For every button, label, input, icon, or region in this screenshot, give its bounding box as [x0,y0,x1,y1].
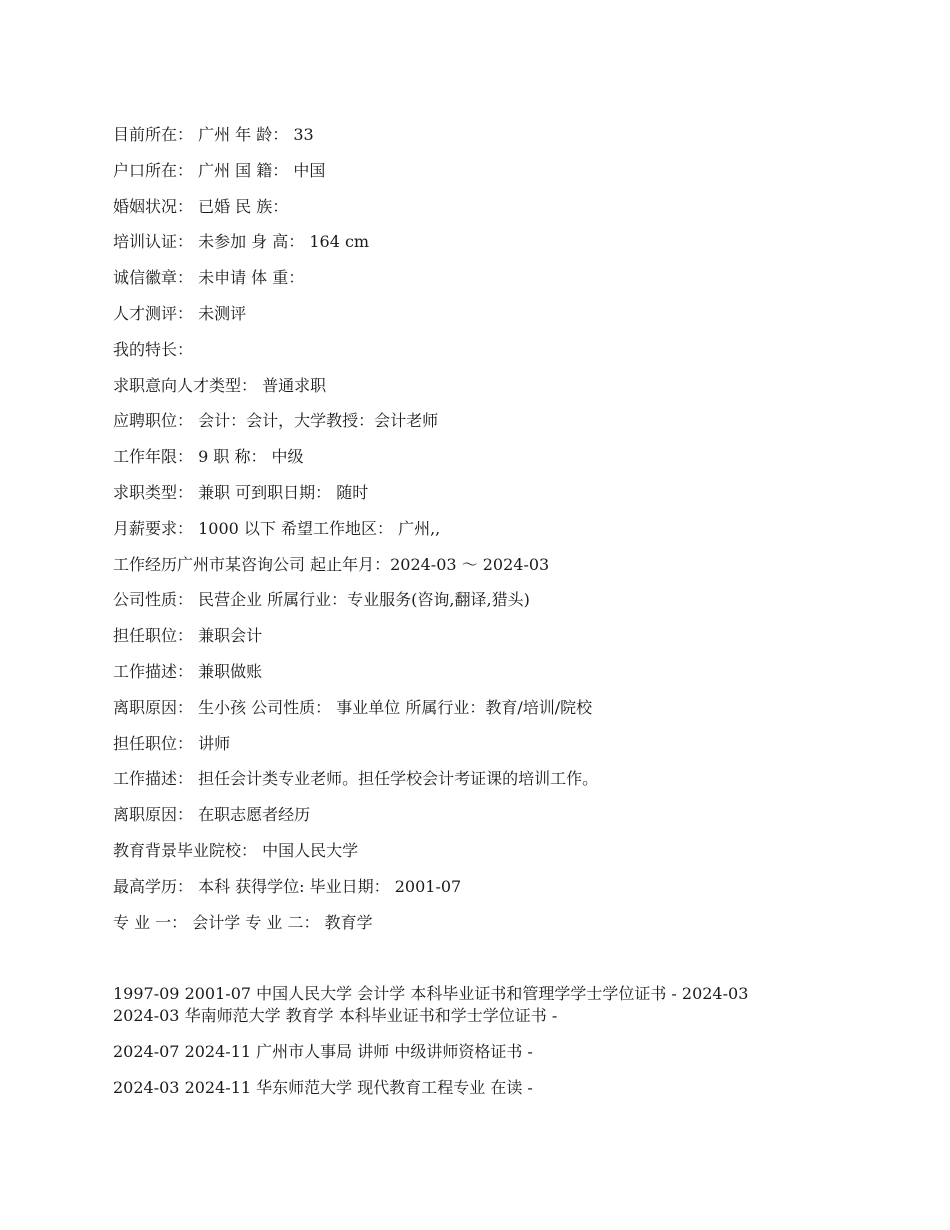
education-record: 2024-07 2024-11 广州市人事局 讲师 中级讲师资格证书 - [113,1042,533,1062]
resume-line-leave-reason-2: 离职原因： 在职志愿者经历 [113,805,311,825]
section-spacer [113,947,913,983]
resume-line-job-intent: 求职意向人才类型： 普通求职 [113,375,327,395]
resume-line-education: 教育背景毕业院校： 中国人民大学 [113,840,359,860]
resume-line-badge: 诚信徽章： 未申请 体 重： [113,268,305,288]
resume-line-marital: 婚姻状况： 已婚 民 族： [113,196,289,216]
resume-line-role-2: 担任职位： 讲师 [113,733,231,753]
resume-line-role-1: 担任职位： 兼职会计 [113,626,263,646]
resume-line-location: 目前所在： 广州 年 龄： 33 [113,125,314,144]
resume-line-description-1: 工作描述： 兼职做账 [113,661,263,681]
resume-line-degree: 最高学历： 本科 获得学位: 毕业日期： 2001-07 [113,876,462,896]
education-record: 2024-03 2024-11 华东师范大学 现代教育工程专业 在读 - [113,1077,533,1097]
resume-line-assessment: 人才测评： 未测评 [113,303,247,323]
resume-document [113,124,913,1113]
resume-line-leave-reason-1: 离职原因： 生小孩 公司性质： 事业单位 所属行业：教育/培训/院校 [113,697,593,717]
education-record: 1997-09 2001-07 中国人民大学 会计学 本科毕业证书和管理学学士学位证书 - 2024-03 2024-03 华南师范大学 教育学 本科毕业证书和学士学位证书 - [113,984,749,1026]
resume-line-description-2: 工作描述： 担任会计类专业老师。担任学校会计考证课的培训工作。 [113,769,599,789]
resume-line-job-type: 求职类型： 兼职 可到职日期： 随时 [113,482,369,502]
resume-line-years: 工作年限： 9 职 称： 中级 [113,447,304,467]
resume-line-training: 培训认证： 未参加 身 高： 164 cm [113,232,370,252]
resume-line-majors: 专 业 一： 会计学 专 业 二： 教育学 [113,912,373,932]
resume-line-salary: 月薪要求： 1000 以下 希望工作地区： 广州,, [113,518,441,538]
resume-line-work-history: 工作经历广州市某咨询公司 起止年月：2024-03 ～ 2024-03 [113,554,550,574]
resume-line-company-type: 公司性质： 民营企业 所属行业：专业服务(咨询,翻译,猎头) [113,590,530,610]
resume-line-position: 应聘职位： 会计：会计，大学教授：会计老师 [113,411,439,431]
resume-line-hukou: 户口所在： 广州 国 籍： 中国 [113,160,326,180]
resume-line-specialty: 我的特长： [113,339,194,359]
